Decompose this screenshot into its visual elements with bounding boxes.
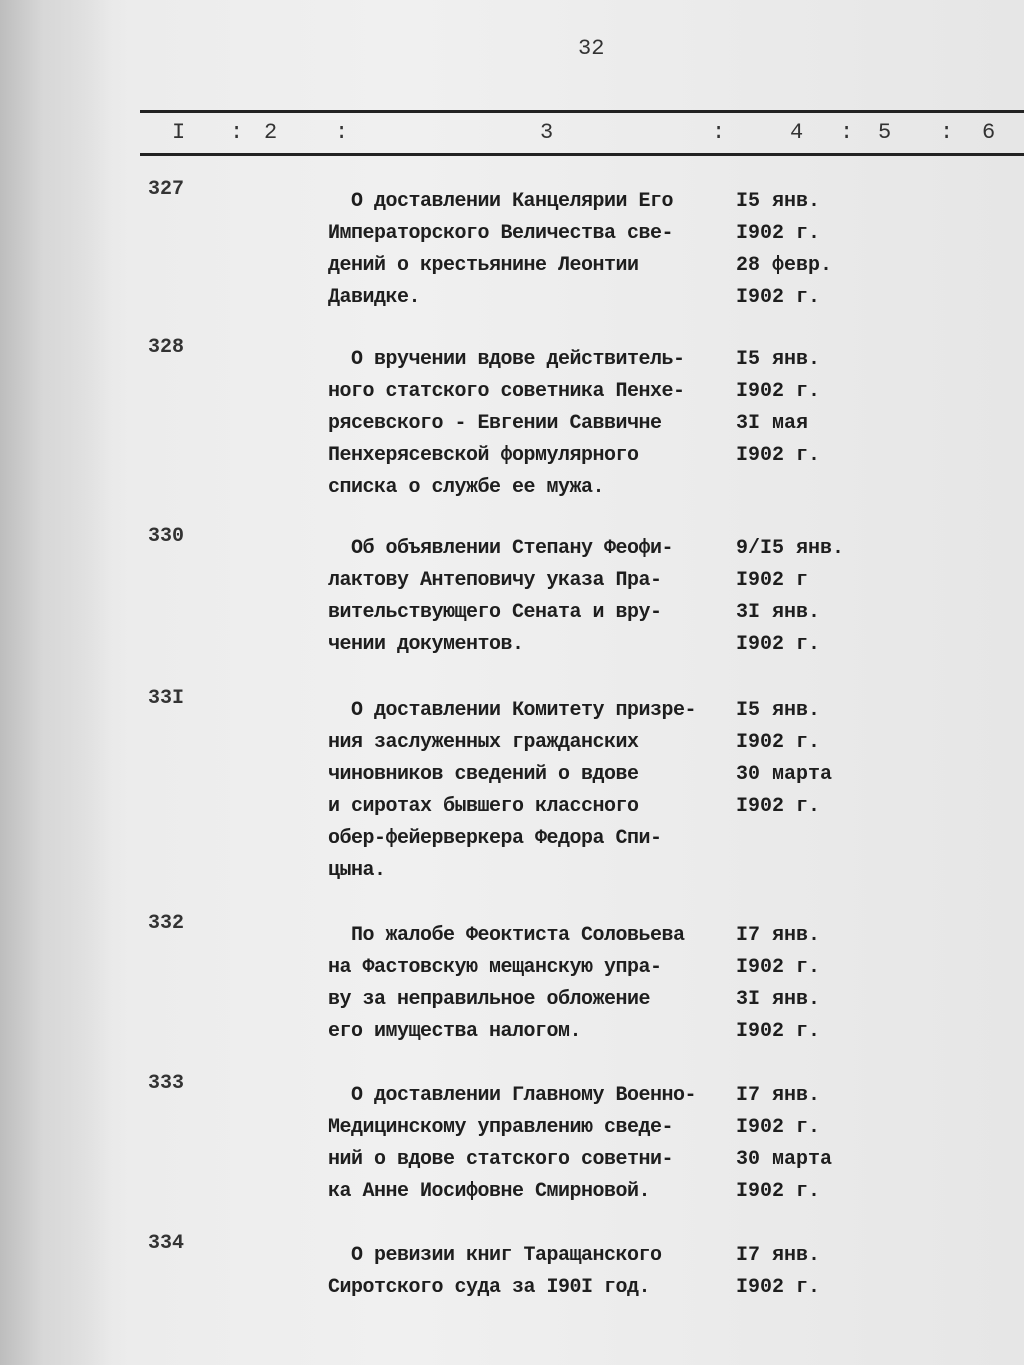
entry-description: [328, 186, 673, 314]
description-line: По жалобе Феоктиста Соловьева: [328, 924, 685, 947]
entry-description: [328, 1080, 696, 1208]
description-line: его имущества налогом.: [328, 1020, 582, 1043]
date-line: I902 г.: [736, 1276, 821, 1299]
description-line: О доставлении Комитету призре-: [328, 699, 697, 722]
description-line: ка Анне Иосифовне Смирновой.: [328, 1180, 651, 1203]
col-sep: :: [230, 120, 244, 145]
date-line: 3I янв.: [736, 988, 821, 1011]
entry-number: 334: [148, 1232, 185, 1255]
entry-description: [328, 1240, 662, 1304]
description-line: чиновников сведений о вдове: [328, 763, 639, 786]
date-line: I902 г: [736, 569, 809, 592]
date-line: I902 г.: [736, 1020, 821, 1043]
date-line: I902 г.: [736, 286, 821, 309]
col-3: 3: [540, 120, 554, 145]
date-line: I5 янв.: [736, 190, 821, 213]
entry-dates: [736, 1080, 832, 1208]
page-number: 32: [578, 36, 605, 61]
date-line: 30 марта: [736, 763, 833, 786]
col-5: 5: [878, 120, 892, 145]
date-line: I902 г.: [736, 444, 821, 467]
description-line: О доставлении Главному Военно-: [328, 1084, 697, 1107]
description-line: вительствующего Сената и вру-: [328, 601, 662, 624]
page-fold-shadow: [0, 0, 110, 1365]
entry-number: 332: [148, 912, 185, 935]
description-line: списка о службе ее мужа.: [328, 476, 605, 499]
description-line: на Фастовскую мещанскую упра-: [328, 956, 662, 979]
description-line: Давидке.: [328, 286, 421, 309]
date-line: I7 янв.: [736, 1084, 821, 1107]
col-sep: :: [712, 120, 726, 145]
column-header: [140, 120, 1024, 148]
date-line: 3I янв.: [736, 601, 821, 624]
description-line: Сиротского суда за I90I год.: [328, 1276, 651, 1299]
date-line: I902 г.: [736, 380, 821, 403]
col-sep: :: [335, 120, 349, 145]
entry-number: 328: [148, 336, 185, 359]
description-line: Медицинскому управлению сведе-: [328, 1116, 674, 1139]
entry-dates: [736, 533, 844, 661]
description-line: рясевского - Евгении Саввичне: [328, 412, 662, 435]
description-line: лактову Антеповичу указа Пра-: [328, 569, 662, 592]
description-line: О ревизии книг Таращанского: [328, 1244, 662, 1267]
date-line: I902 г.: [736, 222, 821, 245]
description-line: Об объявлении Степану Феофи-: [328, 537, 674, 560]
col-6: 6: [982, 120, 996, 145]
header-bottom-rule: [140, 153, 1024, 156]
entry-dates: [736, 695, 832, 823]
entry-number: 327: [148, 178, 185, 201]
entry-description: [328, 695, 696, 887]
entry-dates: [736, 186, 832, 314]
date-line: I902 г.: [736, 633, 821, 656]
date-line: I5 янв.: [736, 348, 821, 371]
description-line: О вручении вдове действитель-: [328, 348, 685, 371]
date-line: 28 февр.: [736, 254, 833, 277]
description-line: Императорского Величества све-: [328, 222, 674, 245]
col-2: 2: [264, 120, 278, 145]
date-line: I7 янв.: [736, 924, 821, 947]
col-4: 4: [790, 120, 804, 145]
col-sep: :: [940, 120, 954, 145]
entry-number: 33I: [148, 687, 185, 710]
header-top-rule: [140, 110, 1024, 113]
col-sep: :: [840, 120, 854, 145]
entry-number: 333: [148, 1072, 185, 1095]
entry-dates: [736, 1240, 820, 1304]
date-line: 3I мая: [736, 412, 809, 435]
date-line: I902 г.: [736, 956, 821, 979]
description-line: чении документов.: [328, 633, 524, 656]
date-line: I5 янв.: [736, 699, 821, 722]
description-line: О доставлении Канцелярии Его: [328, 190, 674, 213]
description-line: Пенхерясевской формулярного: [328, 444, 639, 467]
date-line: I902 г.: [736, 1116, 821, 1139]
date-line: I902 г.: [736, 731, 821, 754]
entry-description: [328, 920, 685, 1048]
description-line: ву за неправильное обложение: [328, 988, 651, 1011]
entry-dates: [736, 920, 820, 1048]
description-line: ний о вдове статского советни-: [328, 1148, 674, 1171]
date-line: I7 янв.: [736, 1244, 821, 1267]
entry-description: [328, 533, 673, 661]
description-line: и сиротах бывшего классного: [328, 795, 639, 818]
description-line: цына.: [328, 859, 386, 882]
description-line: ния заслуженных гражданских: [328, 731, 639, 754]
description-line: ного статского советника Пенхе-: [328, 380, 685, 403]
entry-dates: [736, 344, 820, 472]
description-line: дений о крестьянине Леонтии: [328, 254, 639, 277]
date-line: 30 марта: [736, 1148, 833, 1171]
date-line: I902 г.: [736, 795, 821, 818]
col-1: I: [172, 120, 186, 145]
entry-number: 330: [148, 525, 185, 548]
description-line: обер-фейерверкера Федора Спи-: [328, 827, 662, 850]
date-line: 9/I5 янв.: [736, 537, 845, 560]
entry-description: [328, 344, 685, 504]
date-line: I902 г.: [736, 1180, 821, 1203]
